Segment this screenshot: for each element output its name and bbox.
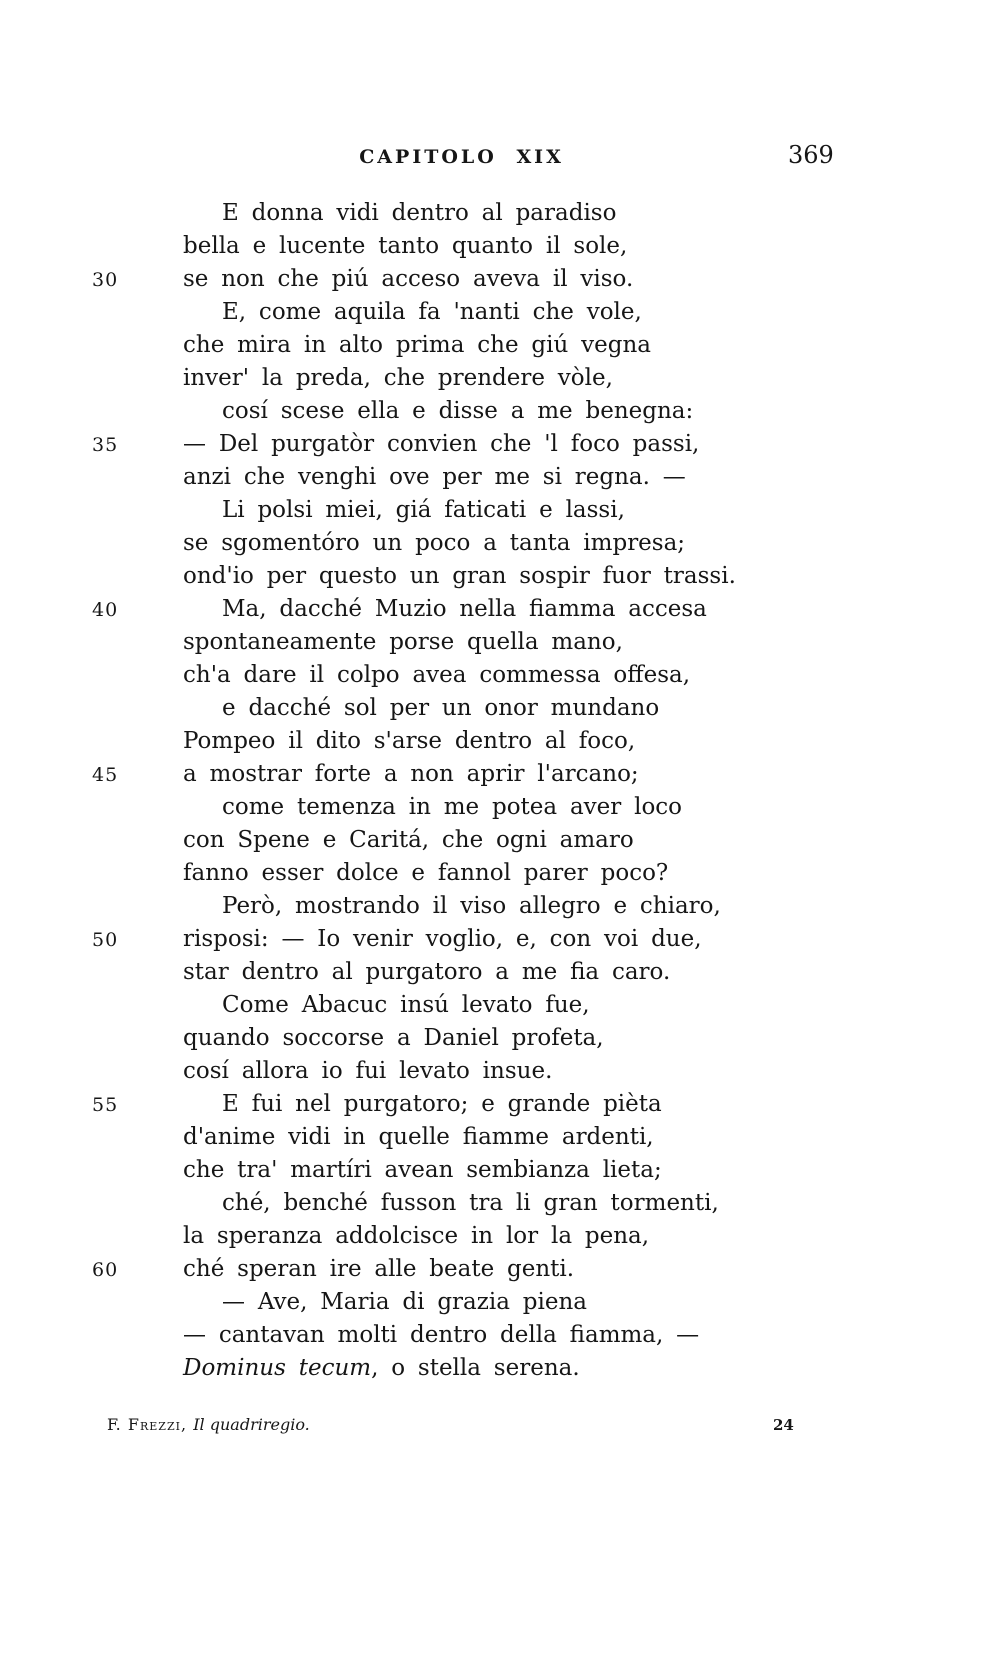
poem-line [0,791,1001,824]
verse-text-rest: Ma, dacché Muzio nella fiamma accesa [222,596,707,622]
verse-text [183,1055,552,1088]
verse-text-rest: spontaneamente porse quella mano, [183,629,623,655]
verse-text [183,725,635,758]
citation-separator: , [180,1415,187,1434]
work-title: Il quadriregio. [193,1415,310,1434]
verse-text [183,758,639,791]
verse-text [183,1022,604,1055]
verse-text-rest: — Ave, Maria di grazia piena [222,1289,587,1315]
poem-line [0,1055,1001,1088]
poem-line [0,560,1001,593]
verse-text-rest: risposi: — Io venir voglio, e, con voi due, [183,926,702,952]
verse-text-rest: quando soccorse a Daniel profeta, [183,1025,604,1051]
verse-text [183,329,651,362]
verse-text [183,263,633,296]
poem-line [0,593,1001,626]
verse-number: 35 [92,434,119,456]
poem-line [0,1286,1001,1319]
verse-text [183,824,634,857]
verse-text-rest: fanno esser dolce e fannol parer poco? [183,860,669,886]
verse-text-rest: ond'io per questo un gran sospir fuor trassi. [183,563,736,589]
verse-text-rest: inver' la preda, che prendere vòle, [183,365,613,391]
poem-line [0,329,1001,362]
verse-text [183,1121,654,1154]
verse-text-rest: se sgomentóro un poco a tanta impresa; [183,530,686,556]
verse-text-rest: Pompeo il dito s'arse dentro al foco, [183,728,636,754]
poem-line [0,956,1001,989]
verse-text [222,1088,662,1121]
verse-text-rest: con Spene e Caritá, che ogni amaro [183,827,634,853]
verse-text-rest: Come Abacuc insú levato fue, [222,992,590,1018]
verse-number: 40 [92,599,119,621]
poem-line [0,758,1001,791]
poem-line [0,527,1001,560]
poem-line [0,1352,1001,1385]
poem-line [0,461,1001,494]
verse-text [222,296,642,329]
verse-text-rest: anzi che venghi ove per me si regna. — [183,464,686,490]
poem-line [0,362,1001,395]
verse-text [183,956,670,989]
verse-text-rest: star dentro al purgatoro a me fia caro. [183,959,671,985]
poem-line [0,890,1001,923]
poem-line [0,923,1001,956]
poem-line [0,1187,1001,1220]
author-name: Frezzi [127,1415,181,1434]
poem [0,197,1001,1385]
verse-text-rest: E, come aquila fa 'nanti che vole, [222,299,642,325]
verse-text [183,857,668,890]
verse-text [183,1319,699,1352]
verse-text [183,428,699,461]
verse-text-rest: — Del purgatòr convien che 'l foco passi, [183,431,700,457]
poem-line [0,1220,1001,1253]
poem-line [0,824,1001,857]
poem-line [0,857,1001,890]
verse-text [222,989,590,1022]
poem-line [0,725,1001,758]
poem-line [0,197,1001,230]
poem-line [0,692,1001,725]
poem-line [0,230,1001,263]
verse-text [222,395,693,428]
verse-text-rest: e dacché sol per un onor mundano [222,695,660,721]
verse-text [222,593,707,626]
signature-mark: 24 [773,1416,794,1434]
verse-text [183,560,736,593]
verse-text [183,659,690,692]
verse-text-rest: — cantavan molti dentro della fiamma, — [183,1322,700,1348]
verse-text-rest: E fui nel purgatoro; e grande pièta [222,1091,662,1117]
verse-text [222,494,625,527]
verse-number: 45 [92,764,119,786]
poem-line [0,1319,1001,1352]
verse-text-rest: ch'a dare il colpo avea commessa offesa, [183,662,691,688]
poem-line [0,428,1001,461]
verse-text-rest: cosí allora io fui levato insue. [183,1058,553,1084]
verse-text-rest: cosí scese ella e disse a me benegna: [222,398,694,424]
verse-text-rest: Però, mostrando il viso allegro e chiaro, [222,893,721,919]
latin-phrase: Dominus tecum [183,1355,372,1381]
footer-citation [107,1414,310,1436]
verse-text [183,461,686,494]
verse-number: 60 [92,1259,119,1281]
verse-text-rest: ché speran ire alle beate genti. [183,1256,575,1282]
verse-text-rest: ché, benché fusson tra li gran tormenti, [222,1190,719,1216]
verse-text [183,1220,649,1253]
poem-line [0,395,1001,428]
verse-number: 55 [92,1094,119,1116]
verse-text [183,1352,580,1385]
verse-text [222,692,659,725]
verse-number: 30 [92,269,119,291]
verse-text-rest: la speranza addolcisce in lor la pena, [183,1223,650,1249]
verse-text [183,230,627,263]
verse-text [222,197,616,230]
page-number: 369 [788,141,834,169]
poem-line [0,1022,1001,1055]
poem-line [0,1154,1001,1187]
poem-line [0,989,1001,1022]
poem-line [0,1253,1001,1286]
verse-text-rest: come temenza in me potea aver loco [222,794,683,820]
verse-text-rest: che mira in alto prima che giú vegna [183,332,651,358]
verse-text-rest: se non che piú acceso aveva il viso. [183,266,634,292]
chapter-heading: CAPITOLO XIX [359,146,564,168]
poem-line [0,659,1001,692]
verse-text [183,527,685,560]
poem-line [0,296,1001,329]
verse-text [183,1154,662,1187]
poem-line [0,494,1001,527]
verse-text-rest: che tra' martíri avean sembianza lieta; [183,1157,662,1183]
poem-line [0,263,1001,296]
verse-text [222,1187,719,1220]
verse-text [183,1253,574,1286]
verse-text-rest: bella e lucente tanto quanto il sole, [183,233,628,259]
verse-number: 50 [92,929,119,951]
verse-text-rest: , o stella serena. [371,1355,580,1381]
author-initial: F. [107,1415,121,1434]
verse-text [222,890,721,923]
verse-text [183,923,702,956]
poem-line [0,626,1001,659]
verse-text [222,791,682,824]
verse-text-rest: Li polsi miei, giá faticati e lassi, [222,497,625,523]
verse-text [183,362,613,395]
poem-line [0,1121,1001,1154]
verse-text [183,626,623,659]
verse-text-rest: E donna vidi dentro al paradiso [222,200,617,226]
verse-text-rest: d'anime vidi in quelle fiamme ardenti, [183,1124,654,1150]
verse-text-rest: a mostrar forte a non aprir l'arcano; [183,761,639,787]
poem-line [0,1088,1001,1121]
verse-text [222,1286,587,1319]
